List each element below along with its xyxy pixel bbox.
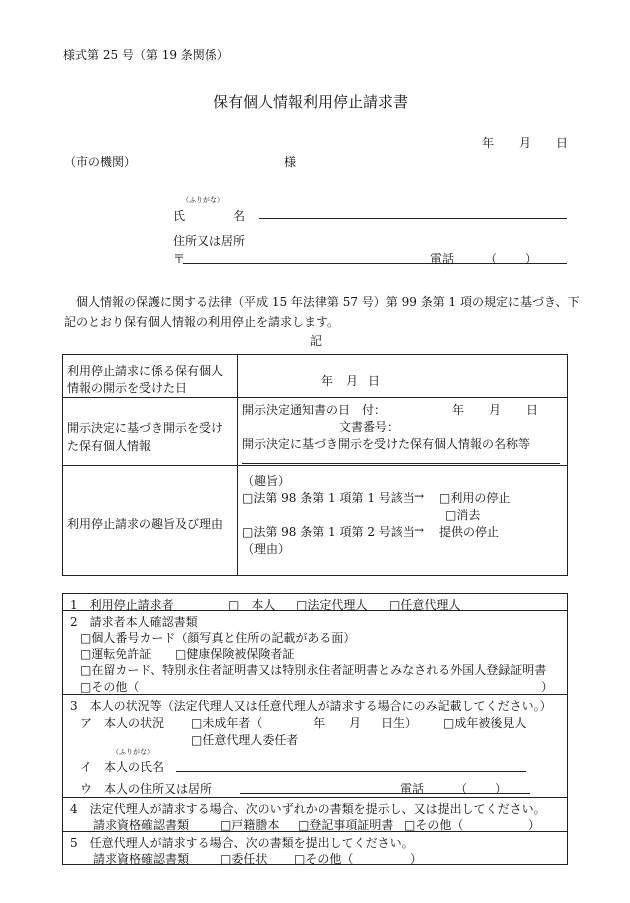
t2-s2-residence-card[interactable]: □在留カード、特別永住者証明書又は特別永住者証明書とみなされる外国人登録証明書: [80, 663, 547, 677]
t2-s2-mynumber[interactable]: □個人番号カード（顔写真と住所の記載がある面）: [80, 631, 356, 645]
t2-s3-a-label: ア 本人の状況: [80, 716, 165, 730]
t2-s4-registry-cert[interactable]: □登記事項証明書: [298, 818, 394, 832]
phone-label: 電話: [430, 252, 455, 266]
t1-row2-doc-number: 文書番号：: [339, 420, 400, 434]
t1-row3-opt1-erase[interactable]: □消去: [445, 508, 481, 522]
t2-s2-other[interactable]: □その他（: [80, 680, 140, 694]
t1-row2-year: 年: [452, 403, 465, 417]
t2-s3-address-field[interactable]: [240, 780, 530, 794]
t1-row3-riyu: （理由）: [242, 542, 291, 556]
t2-s4-close: ）: [528, 818, 541, 832]
furigana-label: （ふりがな）: [182, 196, 224, 204]
t2-s3-year: 年: [313, 716, 326, 730]
t2-s5-label: 5 任意代理人が請求する場合、次の書類を提出してください。: [70, 836, 414, 850]
t2-s3-phone-open: （: [455, 782, 468, 796]
t1-row1-day: 日: [368, 374, 381, 388]
t2-s3-u-label: ウ 本人の住所又は居所: [80, 782, 213, 796]
t2-s3-day: 日生）: [381, 716, 418, 730]
t2-s3-furigana: （ふりがな）: [112, 748, 154, 756]
t2-s2-license[interactable]: □運転免許証: [80, 647, 152, 661]
date-year-label: 年: [482, 136, 495, 150]
t2-s4-other[interactable]: □その他（: [404, 818, 464, 832]
table1-row-line-1: [62, 397, 568, 398]
body-text-line1: 個人情報の保護に関する法律（平成 15 年法律第 57 号）第 99 条第 1 項の規定に基づき、下: [76, 295, 580, 309]
t1-row3-opt1[interactable]: □法第 98 条第 1 項第 1 号該当: [242, 491, 415, 505]
addressee-org: （市の機関）: [64, 155, 137, 169]
phone-paren-close: ）: [525, 252, 538, 266]
t2-s3-minor[interactable]: □未成年者（: [191, 716, 263, 730]
t1-row1-year: 年: [321, 374, 334, 388]
t1-row2-notice-date: 開示決定通知書の日 付：: [242, 403, 387, 417]
addressee-honorific: 様: [284, 155, 297, 169]
t2-s5-other[interactable]: □その他（: [294, 852, 354, 866]
t1-row3-opt2[interactable]: □法第 98 条第 1 項第 2 号該当: [242, 525, 415, 539]
t2-s2-insurance[interactable]: □健康保険被保険者証: [175, 647, 295, 661]
t2-s4-family-register[interactable]: □戸籍謄本: [220, 818, 280, 832]
t2-s1-legal-agent[interactable]: □法定代理人: [296, 598, 368, 612]
t1-row3-shushi: （趣旨）: [242, 474, 291, 488]
t2-s4-docs: 請求資格確認書類: [93, 818, 190, 832]
t2-s3-name-field[interactable]: [176, 757, 526, 772]
t1-row2-day: 日: [526, 403, 539, 417]
date-day-label: 日: [556, 136, 569, 150]
t1-row2-month: 月: [489, 403, 502, 417]
arrow-right-icon: →: [414, 489, 425, 503]
t1-row1-label-1: 利用停止請求に係る保有個人: [67, 364, 224, 378]
postal-mark: 〒: [173, 252, 186, 266]
name-label-2: 名: [233, 209, 246, 223]
t2-s1-label: 1 利用停止請求者: [70, 598, 174, 612]
address-label: 住所又は居所: [173, 234, 246, 248]
date-month-label: 月: [519, 136, 532, 150]
t2-s5-docs: 請求資格確認書類: [93, 852, 190, 866]
t1-row3-label: 利用停止請求の趣旨及び理由: [67, 517, 224, 531]
t1-row2-info-field[interactable]: [242, 453, 560, 464]
address-field[interactable]: [183, 250, 567, 264]
t1-row2-label-2: た保有個人情報: [67, 439, 152, 453]
table1-row-line-2: [62, 465, 568, 466]
body-text-line2: 記のとおり保有個人情報の利用停止を請求します。: [64, 315, 340, 329]
arrow-right-icon: →: [414, 523, 425, 537]
t1-row1-label-2: 情報の開示を受けた日: [67, 381, 188, 395]
t1-row2-info-name: 開示決定に基づき開示を受けた保有個人情報の名称等: [242, 437, 531, 451]
phone-paren-open: （: [485, 252, 498, 266]
t2-s3-label: 3 本人の状況等（法定代理人又は任意代理人が請求する場合にのみ記載してください。）: [70, 699, 552, 713]
t2-s1-self[interactable]: □ 本人: [228, 598, 276, 612]
name-label-1: 氏: [173, 209, 186, 223]
ki-label: 記: [310, 334, 323, 348]
t1-row3-opt2-stop: 提供の停止: [439, 525, 500, 539]
t1-row1-month: 月: [346, 374, 359, 388]
t2-s3-adult-ward[interactable]: □成年被後見人: [443, 716, 527, 730]
t2-s3-month: 月: [349, 716, 362, 730]
t2-s5-close: ）: [410, 852, 423, 866]
t2-s1-voluntary-agent[interactable]: □任意代理人: [389, 598, 461, 612]
name-field[interactable]: [259, 204, 567, 219]
t2-s4-label: 4 法定代理人が請求する場合、次のいずれかの書類を提示し、又は提出してください。: [70, 802, 546, 816]
t2-s5-power-of-attorney[interactable]: □委任状: [220, 852, 268, 866]
t1-row3-opt1-stop[interactable]: □利用の停止: [439, 491, 511, 505]
page-title: 保有個人情報利用停止請求書: [213, 93, 409, 111]
t2-s3-delegator[interactable]: □任意代理人委任者: [191, 733, 299, 747]
form-number: 様式第 25 号（第 19 条関係）: [63, 48, 229, 62]
t2-s2-label: 2 請求者本人確認書類: [70, 615, 198, 629]
t2-s3-i-label: イ 本人の氏名: [80, 760, 165, 774]
t1-row2-label-1: 開示決定に基づき開示を受け: [67, 421, 224, 435]
t2-s3-phone: 電話: [400, 782, 425, 796]
table2-row-line-3: [62, 797, 568, 798]
t2-s2-other-close: ）: [541, 680, 554, 694]
t2-s3-phone-close: ）: [495, 782, 508, 796]
